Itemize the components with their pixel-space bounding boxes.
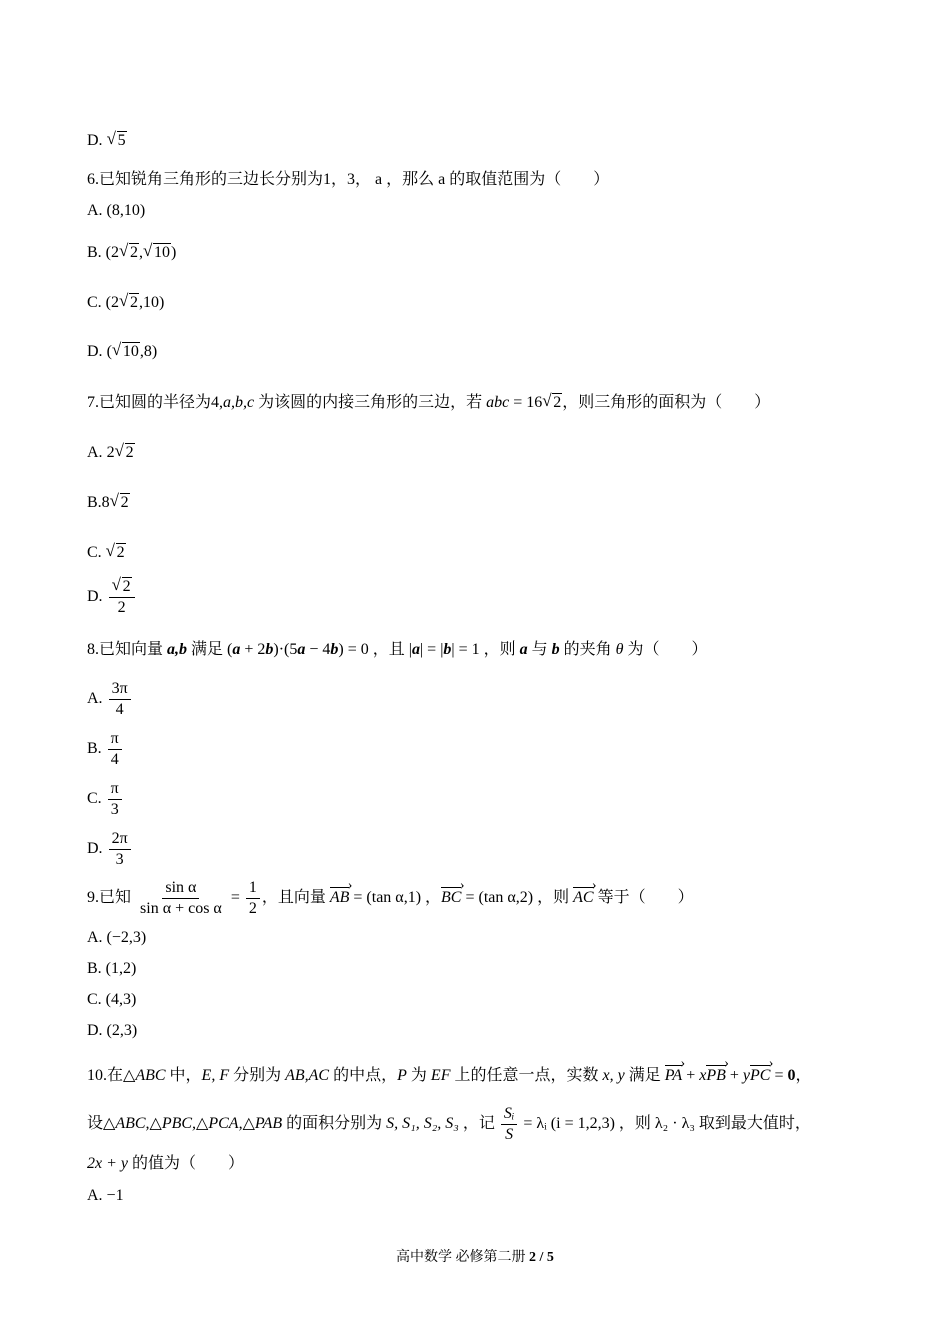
fraction: $\frac{\pi}{4}$ bbox=[108, 730, 122, 769]
q6-option-c: C. (2√ 2,10) bbox=[87, 293, 164, 313]
q9-option-d: D. (2,3) bbox=[87, 1022, 138, 1039]
q6-option-b: B. (2√ 2,√ 10) bbox=[87, 243, 176, 263]
q5-option-d: D. √ 5 bbox=[87, 131, 127, 151]
vector-bc: BC › bbox=[441, 888, 461, 908]
fraction: $\frac{\pi}{3}$ bbox=[108, 780, 122, 819]
q7-stem: 7.已知圆的半径为4,a,b,c 为该圆的内接三角形的三边，若 abc = 16√ 2，则三角形的面积为（ ） bbox=[87, 393, 770, 413]
sqrt-symbol: √ 2 bbox=[106, 543, 126, 563]
vector-ab: AB › bbox=[330, 888, 350, 908]
sqrt-symbol: √ 10 bbox=[112, 342, 140, 362]
sqrt-symbol: √ 10 bbox=[143, 243, 171, 263]
sqrt-symbol: √ 5 bbox=[107, 131, 127, 151]
q7-option-d: D. √ $\frac{2}{2}$ bbox=[87, 578, 137, 617]
sqrt-symbol: √ 2 bbox=[112, 578, 132, 596]
q9-option-b: B. (1,2) bbox=[87, 960, 137, 977]
sqrt-symbol: √ 2 bbox=[110, 493, 130, 513]
fraction: $\frac{2\pi}{3}$ bbox=[109, 830, 131, 869]
q10-line-3: 2x + y 的值为（ ） bbox=[87, 1155, 245, 1172]
q6-stem: 6.已知锐角三角形的三边长分别为1，3， a ，那么 a 的取值范围为（ ） bbox=[87, 171, 610, 188]
fraction: $\frac{1}{2}$ bbox=[246, 879, 260, 918]
q8-stem: 8.已知向量 a,b 满足 (a + 2b)·(5a − 4b) = 0 ，且 |a| = |b| = 1 ，则 a 与 b 的夹角 θ 为（ ） bbox=[87, 641, 708, 658]
q10-line-1: 10.在△ABC 中，E, F 分别为 AB,AC 的中点，P 为 EF 上的任意一点，实数 x, y 满足 PA › + xPB › + yPC › = 0， bbox=[87, 1066, 812, 1086]
q8-option-d: D. $\frac{2\pi}{3}$ bbox=[87, 830, 133, 869]
page-footer: 高中数学 必修第二册 2 / 5 bbox=[396, 1250, 554, 1265]
q8-option-b: B. $\frac{\pi}{4}$ bbox=[87, 730, 124, 769]
vector-pb: PB › bbox=[706, 1066, 726, 1086]
vector-pc: PC › bbox=[750, 1066, 770, 1086]
sqrt-symbol: √ 2 bbox=[542, 393, 562, 413]
q6-option-a: A. (8,10) bbox=[87, 202, 146, 219]
q7-option-a: A. 2√ 2 bbox=[87, 443, 135, 463]
q7-option-c: C. √ 2 bbox=[87, 543, 126, 563]
fraction: $\frac{\text{sin α}}{\text{sin α + cos α}}$ bbox=[140, 879, 222, 917]
sqrt-symbol: √ 2 bbox=[119, 243, 139, 263]
page-number: 2 / 5 bbox=[529, 1250, 554, 1265]
q8-option-a: A. $\frac{3\pi}{4}$ bbox=[87, 680, 133, 719]
q9-option-c: C. (4,3) bbox=[87, 991, 137, 1008]
fraction: √ $\frac{2}{2}$ bbox=[109, 578, 135, 617]
q10-line-2: 设△ABC,△PBC,△PCA,△PAB 的面积分别为 S, S₁, S₂, S₃ ，记 $\frac{\text{Sᵢ}}{S}$ = λᵢ (i = 1,2,3) ，则 λ₂ · λ₃ 取到最大值时， bbox=[87, 1105, 811, 1143]
q7-option-b: B.8√ 2 bbox=[87, 493, 130, 513]
q9-stem: 9.已知 $\frac{\text{sin α}}{\text{sin α + cos α}}$ = $\frac{1}{2}$ ，且向量 AB › = (tan α,1) ，BC › = (tan α,2) ，则 AC › 等于（ ） bbox=[87, 879, 694, 918]
fraction: $\frac{3\pi}{4}$ bbox=[109, 680, 131, 719]
q6-option-d: D. (√ 10,8) bbox=[87, 342, 157, 362]
q8-option-c: C. $\frac{\pi}{3}$ bbox=[87, 780, 124, 819]
vector-ac: AC › bbox=[573, 888, 593, 908]
sqrt-symbol: √ 2 bbox=[115, 443, 135, 463]
sqrt-symbol: √ 2 bbox=[119, 293, 139, 313]
q10-option-a: A. −1 bbox=[87, 1187, 124, 1204]
q9-option-a: A. (−2,3) bbox=[87, 929, 147, 946]
vector-pa: PA › bbox=[665, 1066, 682, 1086]
fraction: $\frac{\text{Sᵢ}}{S}$ bbox=[501, 1105, 518, 1144]
